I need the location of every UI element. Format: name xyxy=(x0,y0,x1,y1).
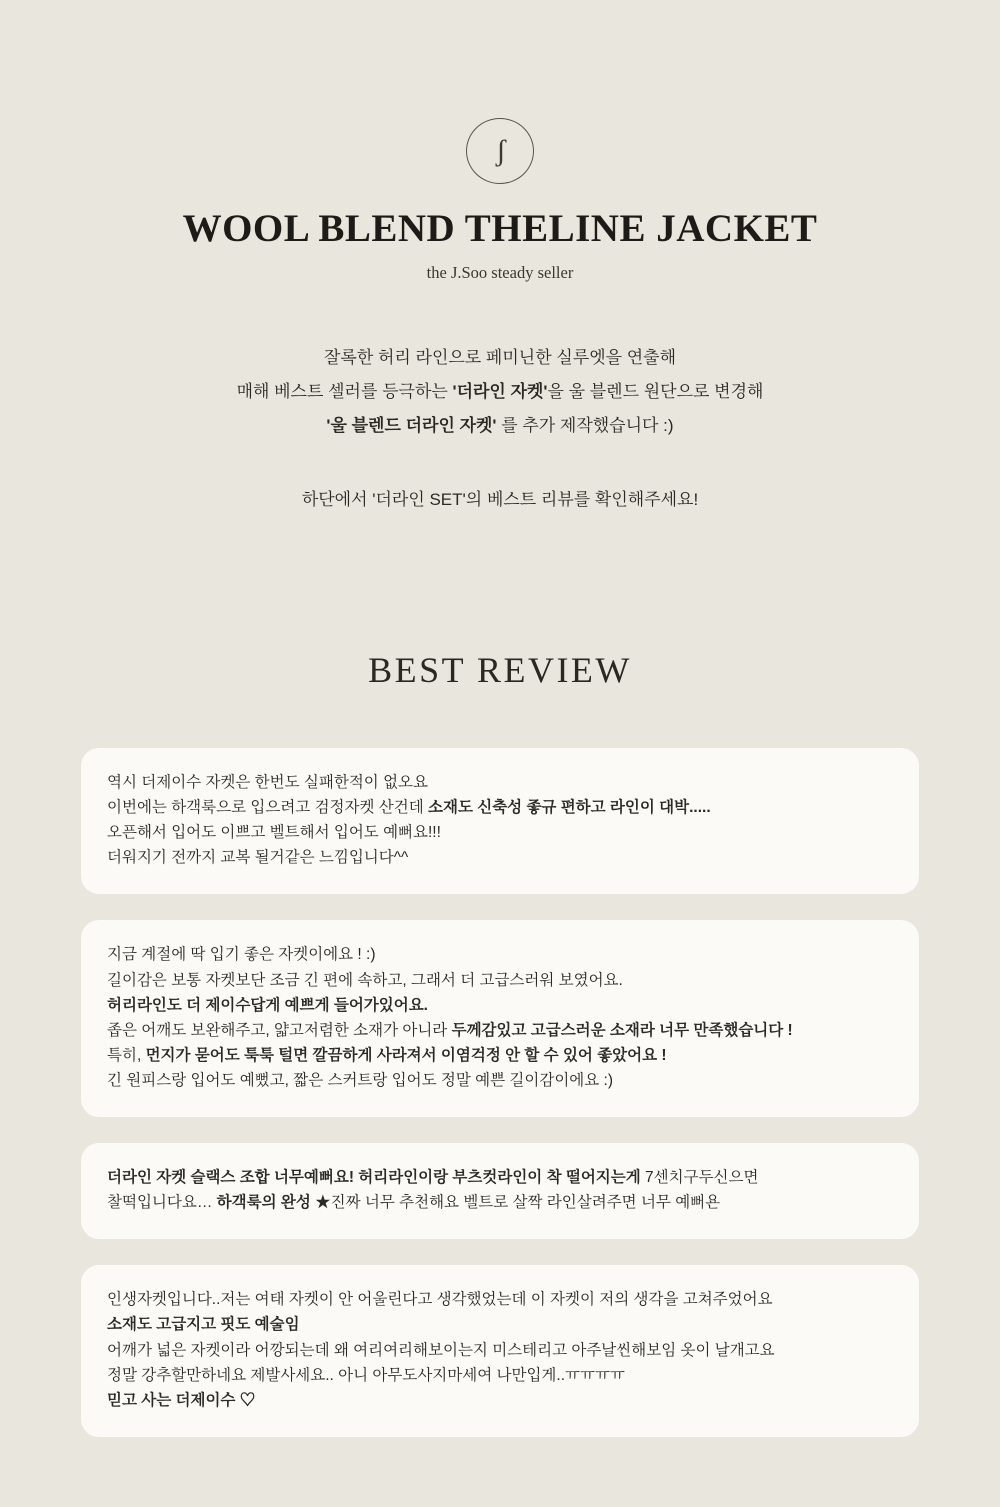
brand-logo xyxy=(0,118,1000,184)
review-text: 허리라인도 더 제이수답게 예쁘게 들어가있어요. xyxy=(107,996,428,1014)
review-card xyxy=(81,920,919,1117)
review-text: 오픈해서 입어도 이쁘고 벨트해서 입어도 예뻐요!!! xyxy=(107,824,441,842)
product-name-emphasis-2: '울 블렌드 더라인 자켓' xyxy=(326,416,497,435)
intro-line-1: 잘록한 허리 라인으로 페미닌한 실루엣을 연출해 xyxy=(323,348,677,367)
review-emphasis: 더라인 자켓 슬랙스 조합 너무예뻐요! 허리라인이랑 부츠컷라인이 착 떨어지는게 xyxy=(107,1169,641,1187)
best-review-highlight: 베스트 리뷰 xyxy=(486,490,574,509)
review-card xyxy=(81,748,919,894)
review-emphasis: 두께감있고 고급스러운 소재라 너무 만족했습니다 ! xyxy=(451,1021,793,1039)
review-text: 지금 계절에 딱 입기 좋은 자켓이에요 ! :) xyxy=(107,946,376,964)
review-text: 길이감은 보통 자켓보단 조금 긴 편에 속하고, 그래서 더 고급스러워 보였어요. xyxy=(107,971,623,989)
intro-line-3: '울 블렌드 더라인 자켓' 를 추가 제작했습니다 :) xyxy=(326,416,674,435)
best-review-heading: BEST REVIEW xyxy=(368,650,632,690)
review-text: 찰떡입니다요… 하객룩의 완성 ★진짜 너무 추천해요 벨트로 살짝 라인살려주면 너무 예뻐욘 xyxy=(107,1194,721,1212)
review-text: 더워지기 전까지 교복 될거같은 느낌입니다^^ xyxy=(107,849,409,867)
review-text: 인생자켓입니다..저는 여태 자켓이 안 어울린다고 생각했었는데 이 자켓이 저의 생각을 고쳐주었어요 xyxy=(107,1291,773,1309)
review-emphasis: 먼지가 묻어도 툭툭 털면 깔끔하게 사라져서 이염걱정 안 할 수 있어 좋았어요 ! xyxy=(145,1046,667,1064)
page-title: WOOL BLEND THELINE JACKET xyxy=(182,207,818,250)
review-card xyxy=(81,1265,919,1437)
review-text: 어깨가 넓은 자켓이라 어깡되는데 왜 여리여리해보이는지 미스테리고 아주날씬해보임 옷이 날개고요 xyxy=(107,1341,775,1359)
review-text: 이번에는 하객룩으로 입으려고 검정자켓 산건데 소재도 신축성 좋규 편하고 라인이 대박..... xyxy=(107,799,711,817)
review-text: 역시 더제이수 자켓은 한번도 실패한적이 없오요 xyxy=(107,774,428,791)
review-text: 특히, 먼지가 묻어도 툭툭 털면 깔끔하게 사라져서 이염걱정 안 할 수 있어 좋았어요 ! xyxy=(107,1046,667,1064)
set-name-emphasis: '더라인 SET' xyxy=(372,490,466,509)
js-monogram-icon: ʃ xyxy=(466,118,534,184)
intro-paragraph xyxy=(0,341,1000,443)
review-text: 소재도 고급지고 핏도 예술임 xyxy=(107,1316,300,1334)
review-text: 더라인 자켓 슬랙스 조합 너무예뻐요! 허리라인이랑 부츠컷라인이 착 떨어지는게 7센치구두신으면 xyxy=(107,1169,759,1187)
review-card xyxy=(81,1143,919,1239)
intro-line-2: 매해 베스트 셀러를 등극하는 '더라인 자켓'을 울 블렌드 원단으로 변경해 xyxy=(236,382,764,401)
review-text: 좁은 어깨도 보완해주고, 얇고저렴한 소재가 아니라 두께감있고 고급스러운 소재라 너무 만족했습니다 ! xyxy=(107,1021,793,1039)
page-subtitle: the J.Soo steady seller xyxy=(426,263,574,282)
review-text: 믿고 사는 더제이수 ♡ xyxy=(107,1391,256,1409)
review-text: 긴 원피스랑 입어도 예뻤고, 짧은 스커트랑 입어도 정말 예쁜 길이감이에요 :) xyxy=(107,1071,614,1089)
review-emphasis: 하객룩의 완성 xyxy=(216,1194,311,1212)
intro-paragraph-2: 하단에서 '더라인 SET'의 베스트 리뷰를 확인해주세요! xyxy=(301,490,699,509)
review-list xyxy=(81,748,919,1507)
review-emphasis: 소재도 신축성 좋규 편하고 라인이 대박..... xyxy=(428,799,711,817)
review-text: 정말 강추할만하네요 제발사세요.. 아니 아무도사지마세여 나만입게..ㅠㅠㅠㅠ xyxy=(107,1366,625,1384)
product-name-emphasis: '더라인 자켓' xyxy=(452,382,548,401)
